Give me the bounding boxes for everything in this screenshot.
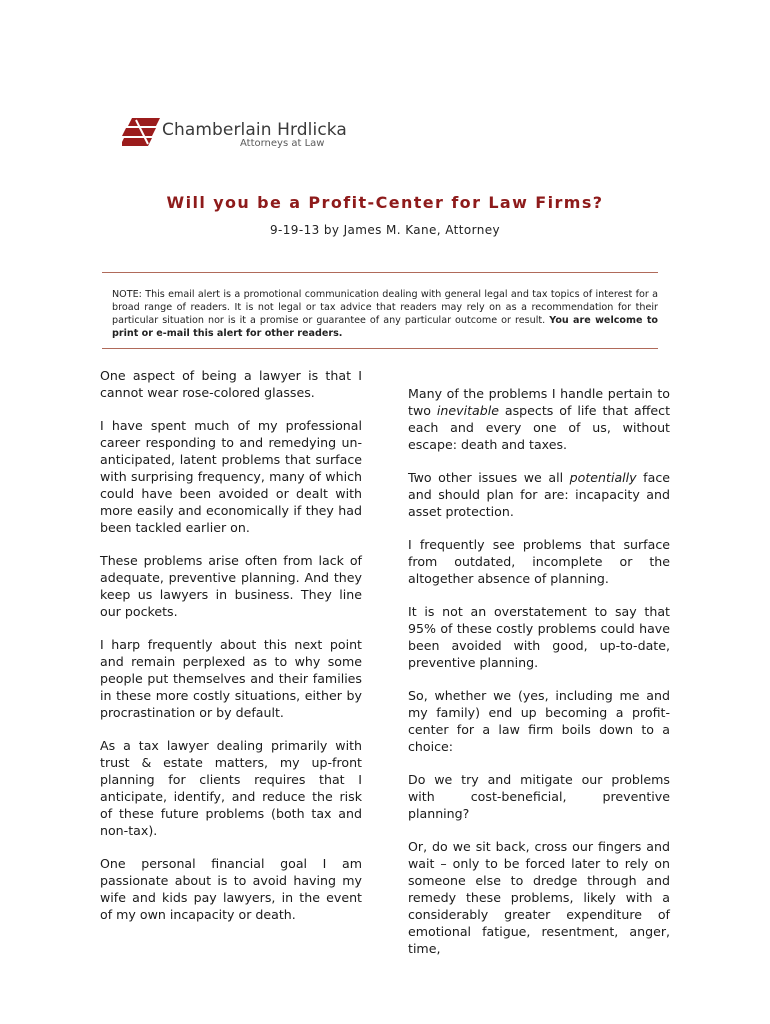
paragraph: Do we try and mitigate our problems with cost-beneficial, preventive planning? xyxy=(408,772,670,821)
paragraph: I frequently see problems that surface from outdated, incomplete or the altogether absence of planning. xyxy=(408,537,670,586)
paragraph: As a tax lawyer dealing primarily with trust & estate matters, my up-front planning for clients requires that I anticipate, identify, and reduce the risk of these future problems (both tax and non-tax). xyxy=(100,738,362,838)
emphasis-text: potentially xyxy=(569,470,637,485)
firm-logo-icon xyxy=(122,116,162,152)
paragraph: One aspect of being a lawyer is that I cannot wear rose-colored glasses. xyxy=(100,368,362,400)
paragraph: I have spent much of my professional career responding to and remedying un-anticipated, latent problems that surface with surprising frequency, many of which could have been avoided or dealt with more easily and economically if they had been tackled earlier on. xyxy=(100,418,362,535)
paragraph: I harp frequently about this next point and remain perplexed as to why some people put themselves and their families in these more costly situations, either by procrastination or by default. xyxy=(100,637,362,720)
article-left-column xyxy=(100,367,362,939)
disclaimer-bold-text: You are welcome to print or e-mail this alert for other readers. xyxy=(112,315,658,339)
paragraph-text: Two other issues we all xyxy=(408,470,570,485)
paragraph: One personal financial goal I am passionate about is to avoid having my wife and kids pay lawyers, in the event of my own incapacity or death. xyxy=(100,856,362,922)
paragraph: Or, do we sit back, cross our fingers and wait – only to be forced later to rely on someone else to dredge through and remedy these problems, likely with a considerably greater expenditure of emotional fatigue, resentment, anger, time, xyxy=(408,839,670,956)
paragraph: So, whether we (yes, including me and my family) end up becoming a profit-center for a law firm boils down to a choice: xyxy=(408,688,670,754)
firm-tagline: Attorneys at Law xyxy=(240,138,325,149)
paragraph-text: face and should plan for are: incapacity and asset protection. xyxy=(408,470,671,519)
divider-bottom xyxy=(102,348,658,349)
paragraph xyxy=(408,469,670,520)
article-byline: 9-19-13 by James M. Kane, Attorney xyxy=(270,223,500,237)
firm-name: Chamberlain Hrdlicka xyxy=(162,120,347,140)
article-right-column xyxy=(408,385,670,973)
emphasis-text: inevitable xyxy=(436,403,499,418)
firm-logo xyxy=(122,116,362,156)
paragraph-text: Many of the problems I handle pertain to two xyxy=(408,386,670,418)
disclaimer-note xyxy=(112,288,658,340)
paragraph: These problems arise often from lack of adequate, preventive planning. And they keep us lawyers in business. They line our pockets. xyxy=(100,553,362,619)
disclaimer-text: NOTE: This email alert is a promotional communication dealing with general legal and tax topics of interest for a broad range of readers. It is not legal or tax advice that readers may rely on as a recommendation for their particular situation nor is it a promise or guarantee of any particular outcome or result. xyxy=(112,289,658,326)
article-title: Will you be a Profit-Center for Law Firms? xyxy=(166,193,604,212)
divider-top xyxy=(102,272,658,273)
paragraph xyxy=(408,385,670,453)
paragraph-text: aspects of life that affect each and every one of us, without escape: death and taxes. xyxy=(408,403,671,452)
paragraph: It is not an overstatement to say that 95% of these costly problems could have been avoided with good, up-to-date, preventive planning. xyxy=(408,604,670,670)
